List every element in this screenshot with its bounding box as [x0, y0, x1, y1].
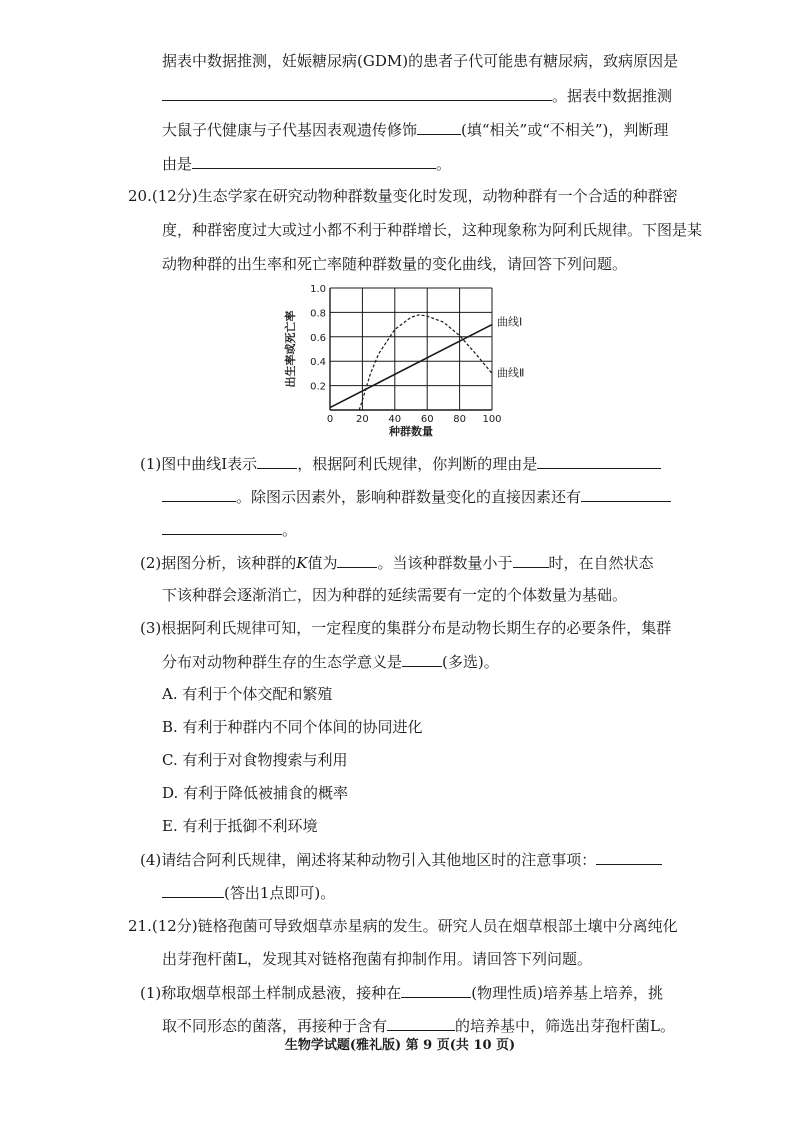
option-a: A. 有利于个体交配和繁殖: [162, 685, 333, 703]
q20-p3-line-1: (3)根据阿利氏规律可知，一定程度的集群分布是动物长期生存的必要条件，集群: [140, 619, 672, 637]
q21-stem-1: 21.(12分)链格孢菌可导致烟草赤星病的发生。研究人员在烟草根部土壤中分离纯化: [128, 917, 678, 935]
answer-blank[interactable]: [337, 551, 377, 568]
option-d: D. 有利于降低被捕食的概率: [162, 784, 349, 802]
q20-p3-line-2: 分布对动物种群生存的生态学意义是 (多选)。: [162, 650, 499, 673]
chart-svg: [280, 278, 540, 438]
option-b: B. 有利于种群内不同个体间的协同进化: [162, 718, 423, 736]
x-tick-label: 80: [453, 414, 466, 425]
answer-blank[interactable]: [581, 485, 671, 502]
curve-ii-line: [359, 315, 492, 410]
q20-stem-1: 20.(12分)生态学家在研究动物种群数量变化时发现，动物种群有一个合适的种群密: [128, 187, 678, 205]
x-tick-label: 20: [356, 414, 369, 425]
q20-p2-line-1: (2)据图分析，该种群的K值为 。当该种群数量小于 时，在自然状态: [140, 551, 654, 574]
curve-i-label: 曲线Ⅰ: [497, 315, 523, 329]
answer-blank[interactable]: [537, 452, 661, 469]
x-tick-label: 100: [482, 414, 502, 425]
q21-stem-2: 出芽孢杆菌L，发现其对链格孢菌有抑制作用。请回答下列问题。: [162, 950, 592, 968]
answer-blank[interactable]: [257, 452, 297, 469]
q19-line-1: 据表中数据推测，妊娠糖尿病(GDM)的患者子代可能患有糖尿病，致病原因是: [162, 52, 679, 70]
q20-p1-line-3: 。: [162, 518, 297, 541]
y-tick-label: 0.2: [310, 381, 326, 393]
q20-stem-3: 动物种群的出生率和死亡率随种群数量的变化曲线，请回答下列问题。: [162, 255, 628, 273]
answer-blank[interactable]: [162, 485, 236, 502]
q20-p1-line-1: (1)图中曲线Ⅰ表示 ，根据阿利氏规律，你判断的理由是: [140, 452, 661, 475]
answer-blank[interactable]: [162, 518, 282, 535]
option-e: E. 有利于抵御不利环境: [162, 817, 318, 835]
answer-blank[interactable]: [402, 650, 442, 667]
x-tick-label: 0: [326, 414, 334, 425]
birth-death-rate-chart: [280, 278, 540, 442]
y-tick-label: 0.8: [310, 308, 326, 320]
answer-blank[interactable]: [192, 152, 436, 169]
answer-blank[interactable]: [162, 881, 224, 898]
answer-blank[interactable]: [162, 84, 552, 101]
q20-p2-line-2: 下该种群会逐渐消亡，因为种群的延续需要有一定的个体数量为基础。: [162, 586, 628, 604]
q20-p1-line-2: 。除图示因素外，影响种群数量变化的直接因素还有: [162, 485, 671, 508]
q21-p1-line-1: (1)称取烟草根部土样制成悬液，接种在 (物理性质)培养基上培养，挑: [140, 981, 663, 1004]
q21-p1-line-2: 取不同形态的菌落，再接种于含有 的培养基中，筛选出芽孢杆菌L。: [162, 1014, 675, 1037]
answer-blank[interactable]: [401, 981, 471, 998]
answer-blank[interactable]: [417, 118, 461, 135]
q19-line-2: 。据表中数据推测: [162, 84, 672, 107]
curve-ii-label: 曲线Ⅱ: [497, 366, 525, 380]
q20-stem-2: 度，种群密度过大或过小都不利于种群增长，这种现象称为阿利氏规律。下图是某: [162, 221, 703, 239]
x-axis-label: 种群数量: [389, 425, 433, 438]
answer-blank[interactable]: [387, 1014, 455, 1031]
q20-p4-line-1: (4)请结合阿利氏规律，阐述将某种动物引入其他地区时的注意事项：: [140, 848, 662, 871]
y-axis-label: 出生率或死亡率: [284, 310, 297, 388]
y-tick-label: 0.6: [310, 332, 326, 344]
answer-blank[interactable]: [513, 551, 549, 568]
q20-p4-line-2: (答出1点即可)。: [162, 881, 335, 904]
q19-line-4: 由是 。: [162, 152, 451, 175]
option-c: C. 有利于对食物搜索与利用: [162, 751, 348, 769]
answer-blank[interactable]: [596, 848, 662, 865]
y-tick-label: 1.0: [310, 284, 326, 295]
y-tick-label: 0.4: [310, 357, 326, 369]
x-tick-label: 40: [388, 414, 402, 425]
q19-line-3: 大鼠子代健康与子代基因表观遗传修饰 (填“相关”或“不相关”)，判断理: [162, 118, 668, 141]
x-tick-label: 60: [420, 414, 434, 425]
page-footer: 生物学试题(雅礼版) 第 9 页(共 10 页): [284, 1038, 516, 1053]
